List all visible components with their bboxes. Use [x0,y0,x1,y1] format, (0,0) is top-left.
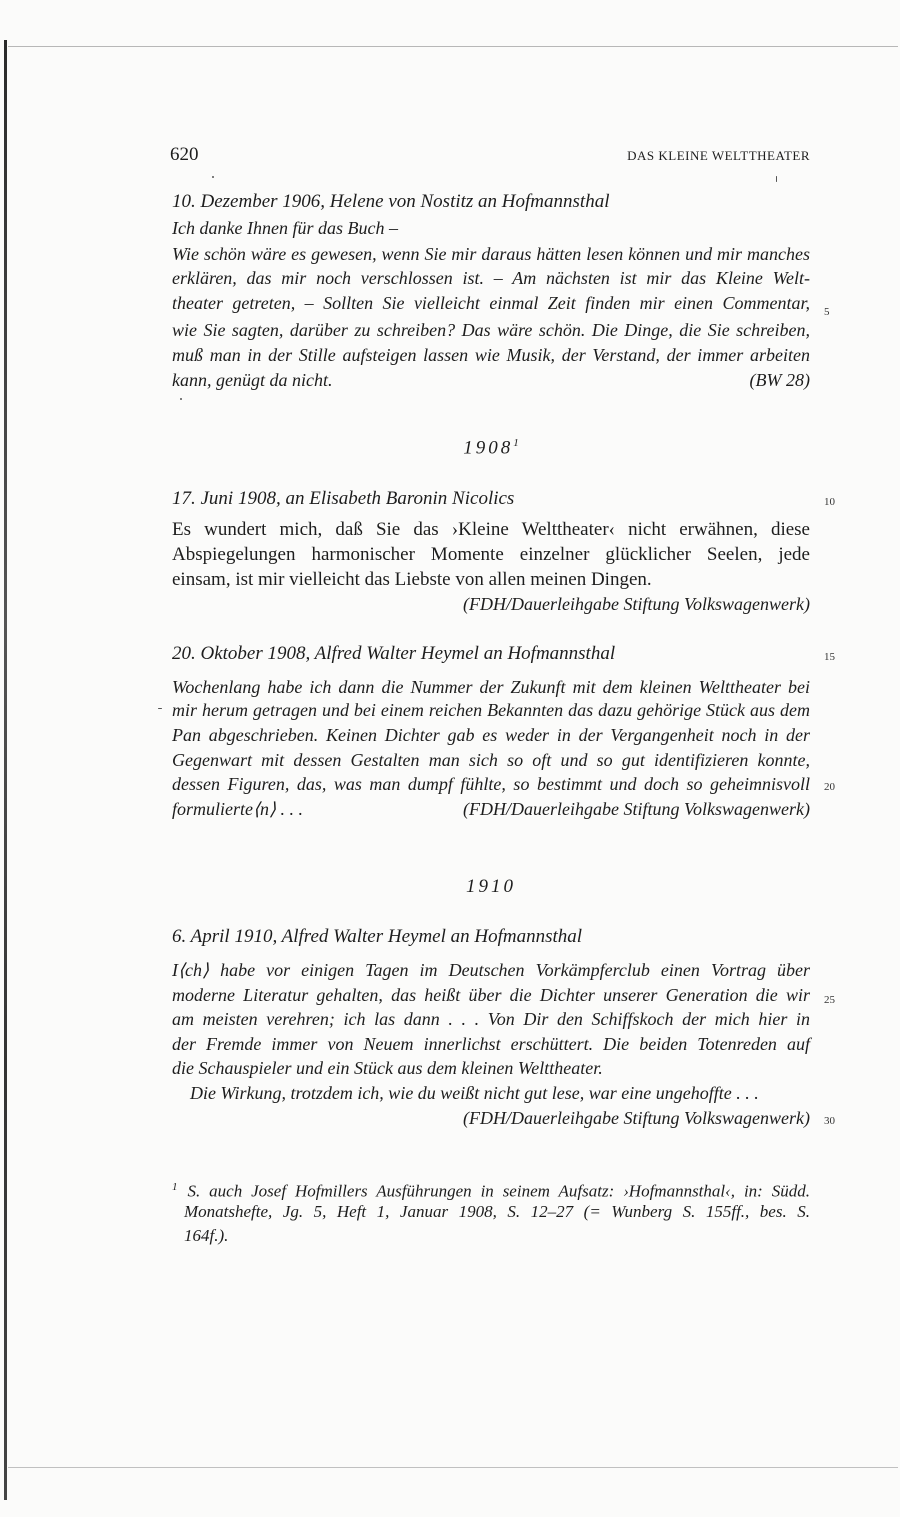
entry-line: dessen Figuren, das, was man dumpf fühlte, so bestimmt und doch so geheimnisvoll [172,774,810,794]
entry-line: Wochenlang habe ich dann die Nummer der Zukunft mit dem kleinen Welttheater bei [172,677,810,697]
footnote-line: 164f.). [184,1226,229,1245]
entry-line: Abspiegelungen harmonischer Momente einzelner glücklicher Seelen, jede [172,544,810,565]
entry-line: der Fremde immer von Neuem innerlichst erschüttert. Die beiden Totenreden auf [172,1034,810,1054]
entry-line: kann, genügt da nicht. [172,370,333,390]
entry-line: Gegenwart mit dessen Gestalten man sich so oft und so gut identifizieren konnte, [172,750,810,770]
scan-speck [180,398,182,400]
entry-source: (FDH/Dauerleihgabe Stiftung Volkswagenwerk) [463,1108,810,1128]
entry-line: die Schauspieler und ein Stück aus dem kleinen Welttheater. [172,1058,603,1078]
year-heading: 1910 [466,876,516,897]
scan-speck [158,708,162,709]
scan-speck [776,176,777,182]
entry-line: theater getreten, – Sollten Sie vielleicht einmal Zeit finden mir einen Commentar, [172,293,810,313]
year-heading: 1908$^1$ [463,437,519,459]
running-title: DAS KLEINE WELTTHEATER [627,148,810,163]
entry-line: formulierte⟨n⟩ . . . [172,799,304,819]
entry-line: erklären, das mir noch verschlossen ist. – Am nächsten ist mir das Kleine Welt- [172,268,810,288]
scan-bottom-rule [8,1467,898,1468]
entry-heading: 20. Oktober 1908, Alfred Walter Heymel an Hofmannsthal [172,643,616,664]
entry-line: Pan abgeschrieben. Keinen Dichter gab es weder in der Vergangenheit noch in der [172,725,810,745]
entry-line: I⟨ch⟩ habe vor einigen Tagen im Deutschen Vorkämpferclub einen Vortrag über [172,960,810,980]
scan-speck [212,176,214,178]
margin-line-number: 25 [824,994,835,1006]
entry-source: (BW 28) [749,370,810,390]
margin-line-number: 10 [824,496,835,508]
entry-line: muß man in der Stille aufsteigen lassen wie Musik, der Verstand, der immer arbeiten [172,345,810,365]
entry-source: (FDH/Dauerleihgabe Stiftung Volkswagenwerk) [463,799,810,819]
entry-line: wie Sie sagten, darüber zu schreiben? Das wäre schön. Die Dinge, die Sie schreiben, [172,320,810,340]
footnote-line: $^1$ S. auch Josef Hofmillers Ausführungen in seinem Aufsatz: ›Hofmannsthal‹, in: Südd. [172,1181,810,1201]
page-number: 620 [170,144,199,165]
entry-heading: 6. April 1910, Alfred Walter Heymel an Hofmannsthal [172,926,583,947]
margin-line-number: 15 [824,651,835,663]
entry-line: Es wundert mich, daß Sie das ›Kleine Welttheater‹ nicht erwähnen, diese [172,519,810,540]
footnote-reference: 1 [513,437,519,449]
entry-line: mir herum getragen und bei einem reichen Bekannten das dazu gehörige Stück aus dem [172,700,810,720]
entry-line: moderne Literatur gehalten, das heißt über die Dichter unserer Generation die wir [172,985,810,1005]
scan-top-rule [8,46,898,47]
entry-line: Ich danke Ihnen für das Buch – [172,218,398,238]
entry-source: (FDH/Dauerleihgabe Stiftung Volkswagenwerk) [463,594,810,614]
margin-line-number: 5 [824,306,830,318]
entry-line: Wie schön wäre es gewesen, wenn Sie mir daraus hätten lesen können und mir manches [172,244,810,264]
entry-line: Die Wirkung, trotzdem ich, wie du weißt nicht gut lese, war eine ungehoffte . . . [190,1083,759,1103]
entry-heading: 10. Dezember 1906, Helene von Nostitz an Hofmannsthal [172,191,610,212]
scan-edge [4,40,7,1500]
entry-heading: 17. Juni 1908, an Elisabeth Baronin Nicolics [172,488,515,509]
footnote-line: Monatshefte, Jg. 5, Heft 1, Januar 1908, S. 12–27 (= Wunberg S. 155ff., bes. S. [184,1202,810,1221]
footnote-mark: 1 [172,1181,178,1193]
entry-line: einsam, ist mir vielleicht das Liebste von allen meinen Dingen. [172,569,652,590]
margin-line-number: 30 [824,1115,835,1127]
page-header [170,144,810,168]
margin-line-number: 20 [824,781,835,793]
entry-line: am meisten verehren; ich las dann . . . Von Dir den Schiffskoch der mich hier in [172,1009,810,1029]
